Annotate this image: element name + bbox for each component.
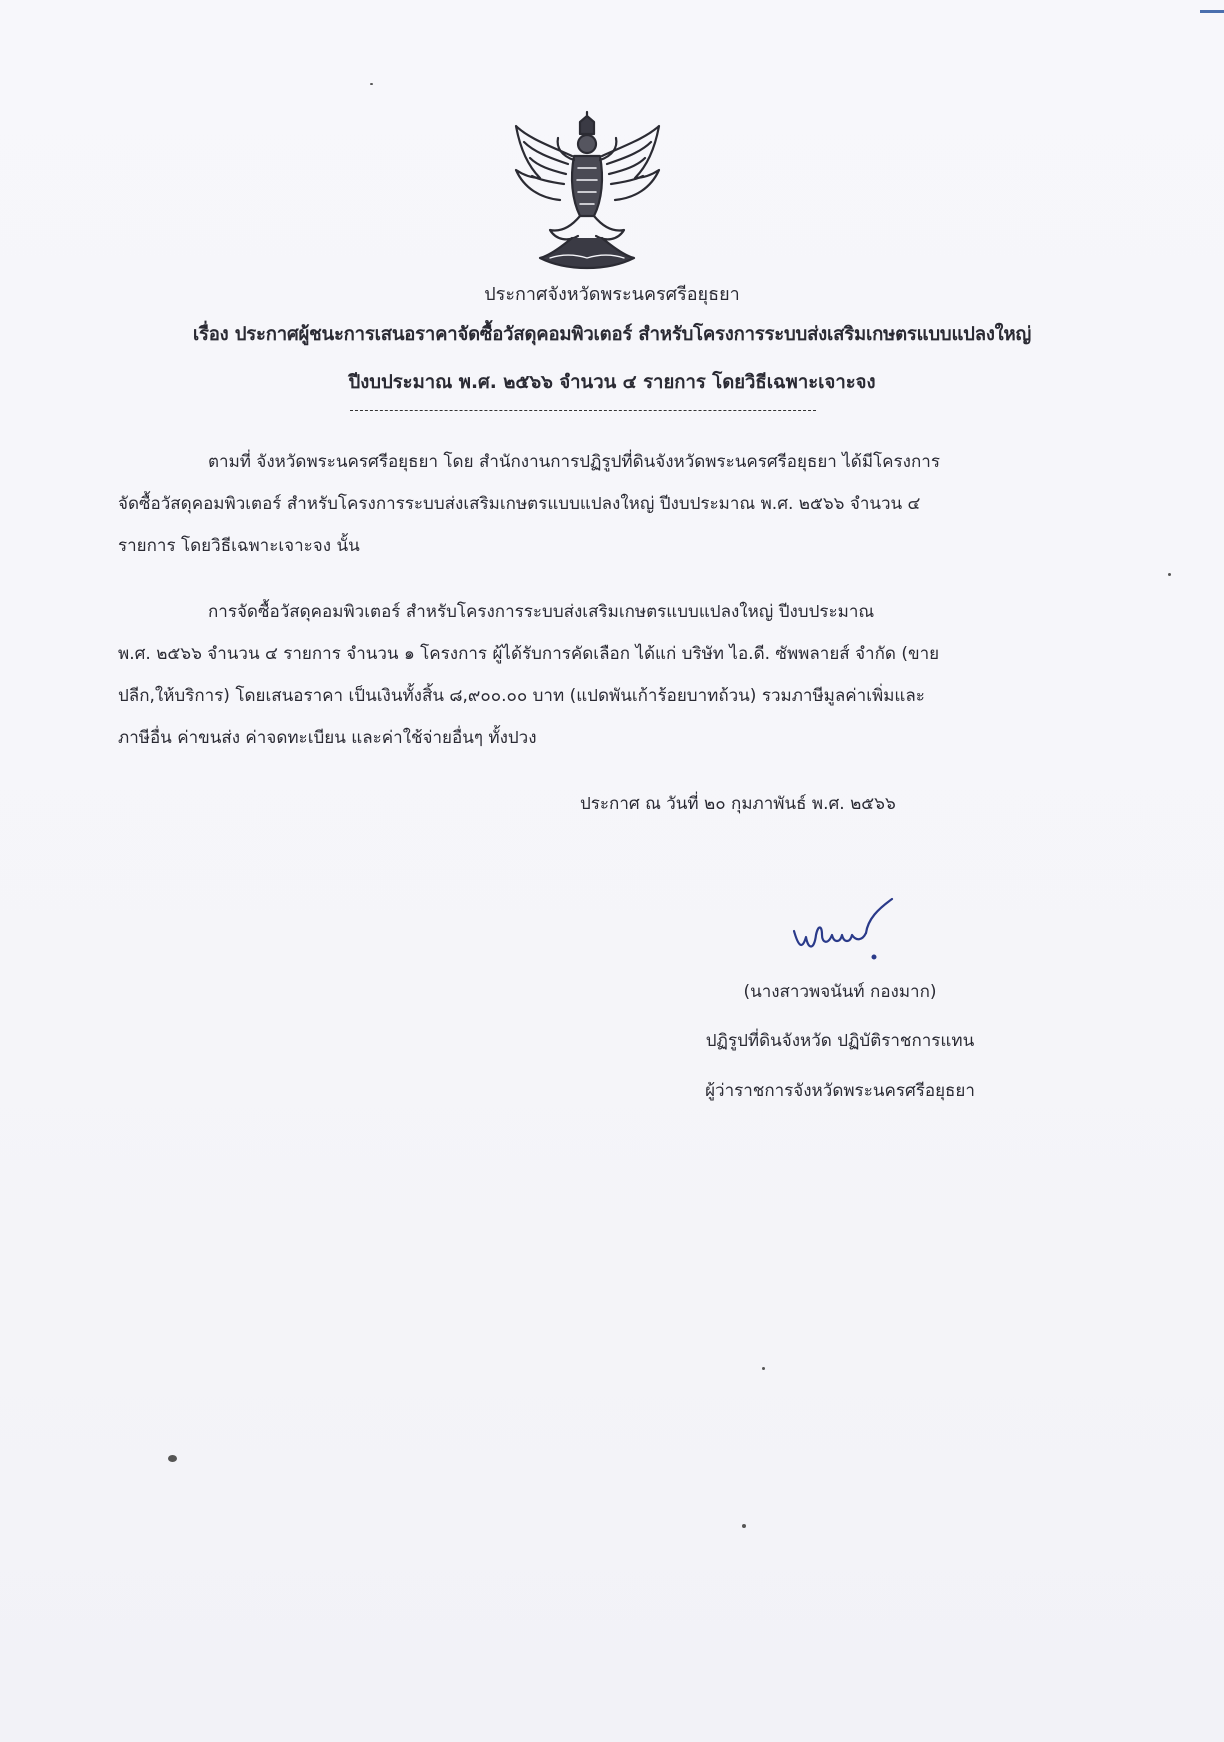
paragraph-2-line: ภาษีอื่น ค่าขนส่ง ค่าจดทะเบียน และค่าใช้จ่ายอื่นๆ ทั้งปวง [118,728,537,748]
handwritten-signature [788,895,898,965]
scan-edge-mark [1200,10,1224,13]
signer-position-1: ปฏิรูปที่ดินจังหวัด ปฏิบัติราชการแทน [705,1031,975,1051]
paragraph-1-line: ตามที่ จังหวัดพระนครศรีอยุธยา โดย สำนักงานการปฏิรูปที่ดินจังหวัดพระนครศรีอยุธยา ได้มีโครงการ [208,452,940,472]
scan-speck [762,1367,765,1370]
paragraph-2-line: พ.ศ. ๒๕๖๖ จำนวน ๔ รายการ จำนวน ๑ โครงการ ผู้ได้รับการคัดเลือก ได้แก่ บริษัท ไอ.ดี. ซัพพลายส์ จำกัด (ขาย [118,644,940,664]
paragraph-1-line: จัดซื้อวัสดุคอมพิวเตอร์ สำหรับโครงการระบบส่งเสริมเกษตรแบบแปลงใหญ่ ปีงบประมาณ พ.ศ. ๒๕๖๖ จำนวน ๔ [118,494,921,514]
garuda-emblem-icon [510,108,665,276]
issuer-heading: ประกาศจังหวัดพระนครศรีอยุธยา [484,284,740,305]
scan-speck [370,83,373,85]
subject-line-2: ปีงบประมาณ พ.ศ. ๒๕๖๖ จำนวน ๔ รายการ โดยวิธีเฉพาะเจาะจง [348,372,876,393]
scan-speck [1168,573,1171,576]
paragraph-1 [118,441,1054,567]
paragraph-2-line: ปลีก,ให้บริการ) โดยเสนอราคา เป็นเงินทั้งสิ้น ๘,๙๐๐.๐๐ บาท (แปดพันเก้าร้อยบาทถ้วน) รวมภาษีมูลค่าเพิ่มและ [118,686,925,706]
paragraph-2 [118,591,1054,759]
paragraph-1-line: รายการ โดยวิธีเฉพาะเจาะจง นั้น [118,536,360,556]
paragraph-2-line: การจัดซื้อวัสดุคอมพิวเตอร์ สำหรับโครงการระบบส่งเสริมเกษตรแบบแปลงใหญ่ ปีงบประมาณ [208,602,875,622]
signer-position-2: ผู้ว่าราชการจังหวัดพระนครศรีอยุธยา [705,1081,975,1101]
heading-divider [350,410,816,411]
subject-line-1: เรื่อง ประกาศผู้ชนะการเสนอราคาจัดซื้อวัสดุคอมพิวเตอร์ สำหรับโครงการระบบส่งเสริมเกษตรแบบแปลงใหญ่ [192,324,1032,345]
announcement-date: ประกาศ ณ วันที่ ๒๐ กุมภาพันธ์ พ.ศ. ๒๕๖๖ [580,794,896,814]
scan-speck [742,1524,746,1528]
signer-name: (นางสาวพจนันท์ กองมาก) [743,982,937,1002]
scan-speck [168,1455,177,1462]
